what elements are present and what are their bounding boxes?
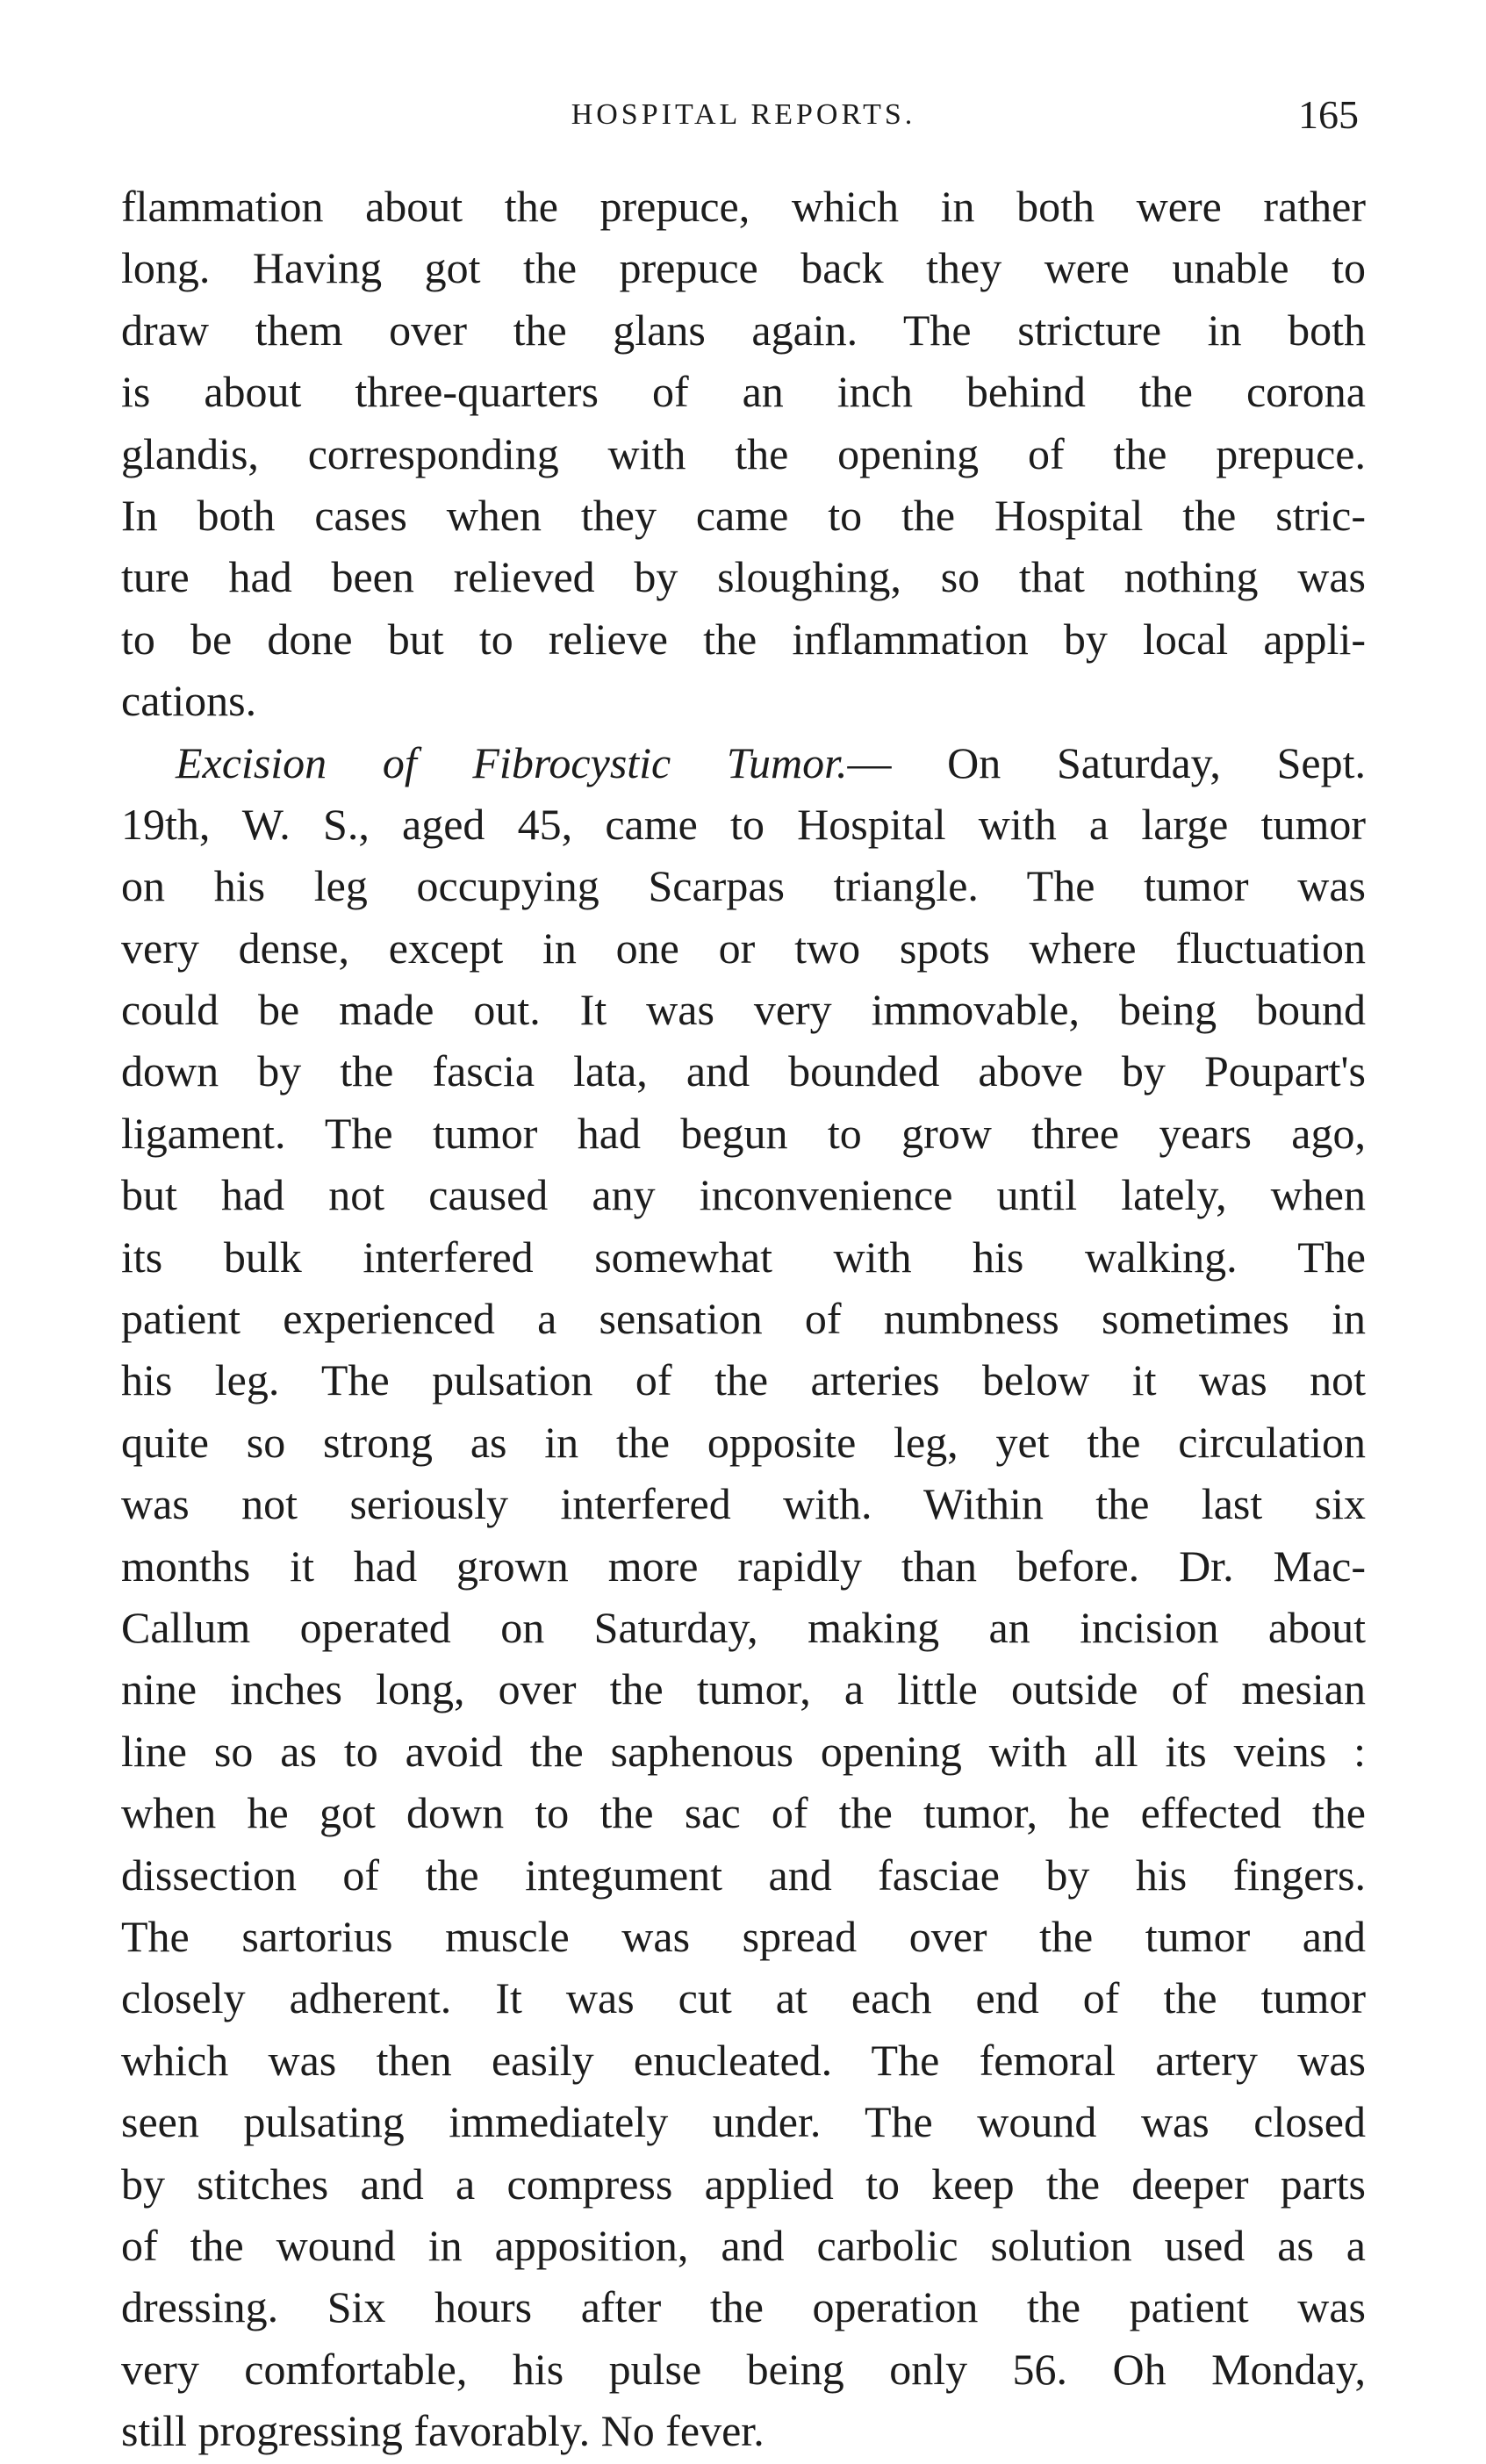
text-line: draw them over the glans again. The stricture in both — [121, 305, 1366, 355]
text-line: ligament. The tumor had begun to grow three years ago, — [121, 1108, 1366, 1158]
text-line: very dense, except in one or two spots where fluctuation — [121, 923, 1366, 973]
text-line: The sartorius muscle was spread over the tumor and — [121, 1911, 1366, 1961]
running-head — [121, 91, 1366, 144]
text-line: line so as to avoid the saphenous opening with all its veins : — [121, 1726, 1366, 1776]
text-line: his leg. The pulsation of the arteries below it was not — [121, 1355, 1366, 1405]
text-line: patient experienced a sensation of numbness sometimes in — [121, 1294, 1366, 1344]
body-text — [121, 176, 1366, 2461]
text-line: Callum operated on Saturday, making an incision about — [121, 1602, 1366, 1652]
text-line: by stitches and a compress applied to keep the deeper parts — [121, 2159, 1366, 2209]
text-line: but had not caused any inconvenience until lately, when — [121, 1170, 1366, 1220]
text-line: cations. — [121, 676, 257, 726]
text-line: quite so strong as in the opposite leg, yet the circulation — [121, 1417, 1366, 1467]
text-line: seen pulsating immediately under. The wound was closed — [121, 2097, 1366, 2147]
text-line: down by the fascia lata, and bounded above by Poupart's — [121, 1046, 1366, 1096]
section-first-line — [121, 732, 1366, 794]
text-line: glandis, corresponding with the opening of the prepuce. — [121, 428, 1366, 478]
text-line: of the wound in apposition, and carbolic solution used as a — [121, 2220, 1366, 2270]
text-line: was not seriously interfered with. Within the last six — [121, 1479, 1366, 1529]
section-first-line-rest: — On Saturday, Sept. — [847, 737, 1366, 787]
text-line: 19th, W. S., aged 45, came to Hospital with a large tumor — [121, 799, 1366, 849]
text-line: still progressing favorably. No fever. — [121, 2406, 765, 2456]
text-line: In both cases when they came to the Hospital the stric- — [121, 490, 1366, 540]
text-line: closely adherent. It was cut at each end of the tumor — [121, 1973, 1366, 2023]
page-number: 165 — [1298, 92, 1359, 137]
text-line: dissection of the integument and fasciae by his fingers. — [121, 1850, 1366, 1900]
text-line: long. Having got the prepuce back they were unable to — [121, 243, 1366, 293]
text-line: on his leg occupying Scarpas triangle. The tumor was — [121, 861, 1366, 911]
text-line: to be done but to relieve the inflammation by local appli- — [121, 614, 1366, 664]
text-line: which was then easily enucleated. The femoral artery was — [121, 2035, 1366, 2085]
text-line: ture had been relieved by sloughing, so that nothing was — [121, 552, 1366, 602]
text-line: very comfortable, his pulse being only 56. Oh Monday, — [121, 2344, 1366, 2394]
text-line: could be made out. It was very immovable, being bound — [121, 985, 1366, 1035]
running-title: HOSPITAL REPORTS. — [571, 98, 916, 131]
section-heading: Excision of Fibrocystic Tumor. — [176, 737, 848, 787]
text-line: months it had grown more rapidly than before. Dr. Mac- — [121, 1541, 1366, 1591]
text-line: is about three-quarters of an inch behind the corona — [121, 367, 1366, 417]
text-line: when he got down to the sac of the tumor, he effected the — [121, 1788, 1366, 1838]
text-line: its bulk interfered somewhat with his walking. The — [121, 1232, 1366, 1282]
text-line: flammation about the prepuce, which in both were rather — [121, 182, 1366, 231]
text-line: nine inches long, over the tumor, a little outside of mesian — [121, 1664, 1366, 1714]
text-line: dressing. Six hours after the operation the patient was — [121, 2282, 1366, 2332]
